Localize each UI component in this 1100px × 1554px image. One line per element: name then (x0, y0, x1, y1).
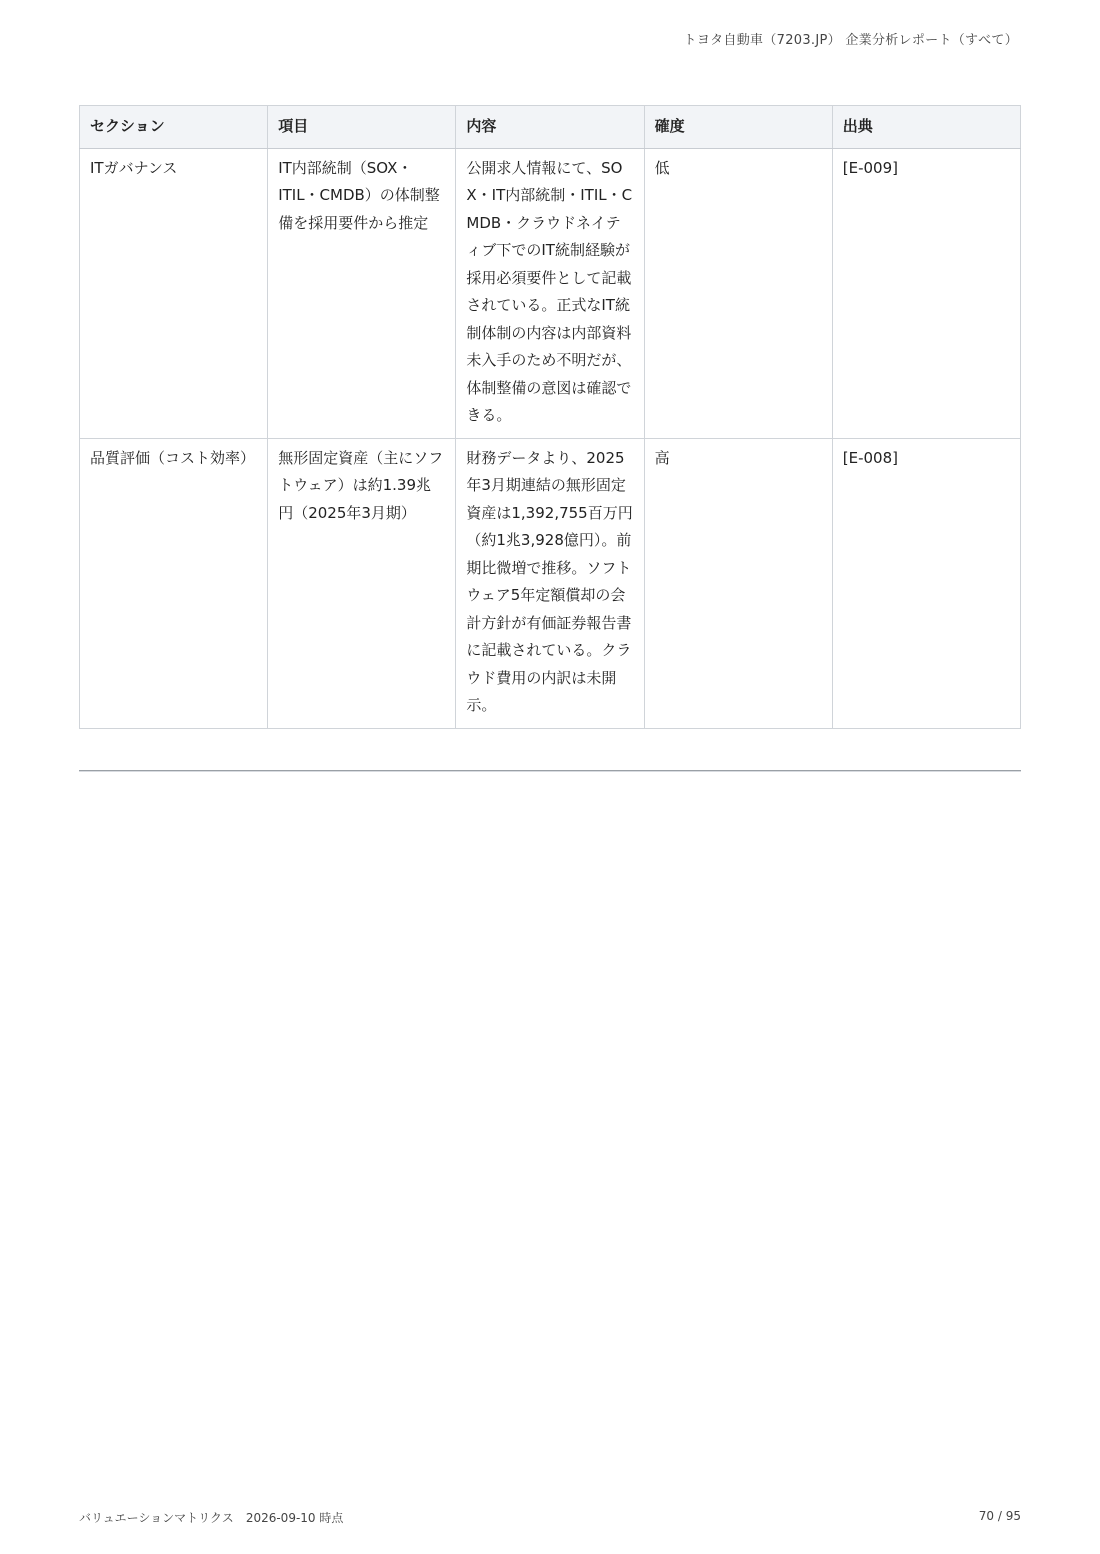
column-header-section: セクション (80, 106, 268, 149)
content-cell: 公開求人情報にて、SOX・IT内部統制・ITIL・CMDB・クラウドネイティブ下でのIT統制経験が採用必須要件として記載されている。正式なIT統制体制の内容は内部資料未入手のため不明だが、体制整備の意図は確認できる。 (456, 148, 644, 438)
valuation-matrix-table (79, 105, 1021, 729)
content-cell: 財務データより、2025年3月期連結の無形固定資産は1,392,755百万円（約1兆3,928億円）。前期比微増で推移。ソフトウェア5年定額償却の会計方針が有価証券報告書に記載されている。クラウド費用の内訳は未開示。 (456, 438, 644, 728)
item-cell: 無形固定資産（主にソフトウェア）は約1.39兆円（2025年3月期） (268, 438, 456, 728)
table-header-row (80, 106, 1021, 149)
table-row (80, 148, 1021, 438)
confidence-cell: 低 (644, 148, 832, 438)
section-divider (79, 770, 1021, 771)
table-row (80, 438, 1021, 728)
section-cell: ITガバナンス (80, 148, 268, 438)
report-title: トヨタ自動車（7203.JP） 企業分析レポート（すべて） (683, 33, 1018, 48)
column-header-item: 項目 (268, 106, 456, 149)
footer-section-name: バリュエーションマトリクス (79, 1511, 234, 1525)
item-cell: IT内部統制（SOX・ITIL・CMDB）の体制整備を採用要件から推定 (268, 148, 456, 438)
footer-as-of-date: 2026-09-10 時点 (245, 1511, 344, 1525)
source-cell: [E-008] (832, 438, 1020, 728)
column-header-confidence: 確度 (644, 106, 832, 149)
section-cell: 品質評価（コスト効率） (80, 438, 268, 728)
page-number: 70 / 95 (978, 1509, 1021, 1523)
column-header-content: 内容 (456, 106, 644, 149)
column-header-source: 出典 (832, 106, 1020, 149)
footer-section-info (79, 1509, 343, 1526)
confidence-cell: 高 (644, 438, 832, 728)
source-cell: [E-009] (832, 148, 1020, 438)
